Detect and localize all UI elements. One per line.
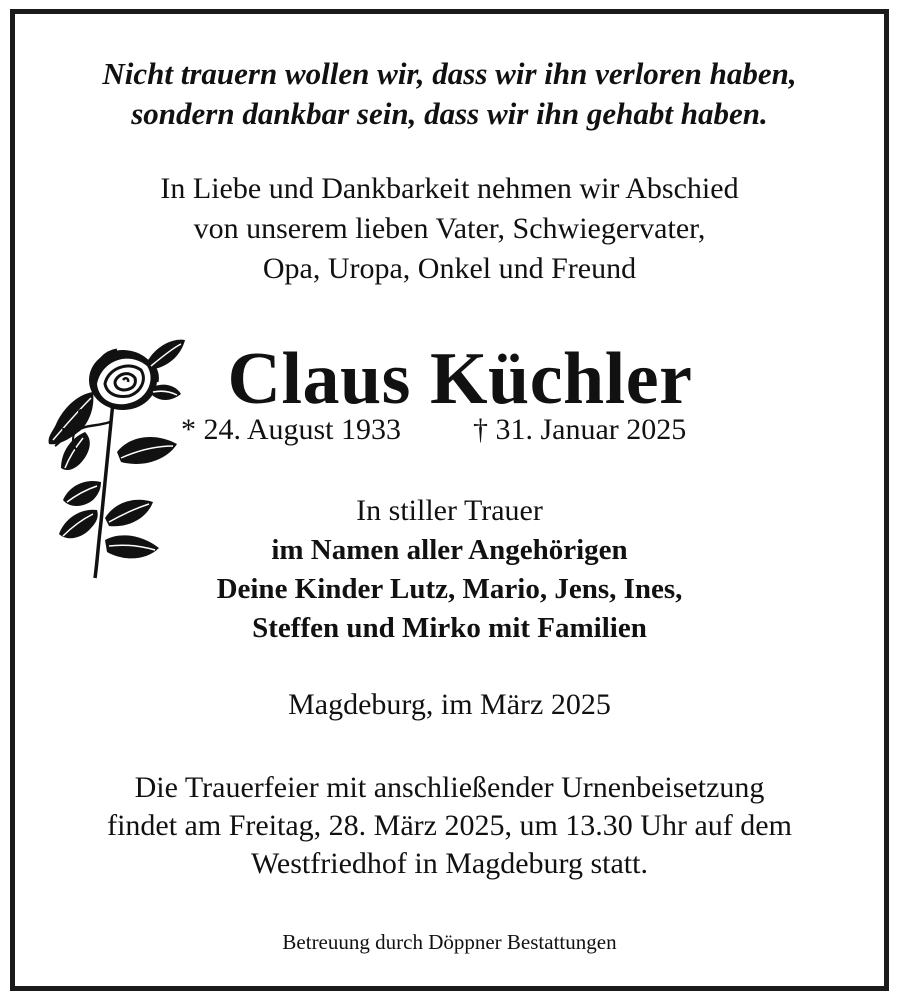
birth-date: * 24. August 1933	[181, 413, 402, 446]
undertaker-credit: Betreuung durch Döppner Bestattungen	[282, 930, 617, 954]
mourners-line-4: Steffen und Mirko mit Familien	[252, 612, 647, 644]
mourners-heading: In stiller Trauer	[356, 494, 543, 527]
ceremony-line-1: Die Trauerfeier mit anschließender Urnenbeisetzung	[134, 771, 765, 804]
ceremony-line-3: Westfriedhof in Magdeburg statt.	[251, 847, 648, 880]
death-date: † 31. Januar 2025	[473, 413, 687, 446]
ceremony-line-2: findet am Freitag, 28. März 2025, um 13.30 Uhr auf dem	[107, 809, 792, 842]
intro-line-3: Opa, Uropa, Onkel und Freund	[262, 252, 637, 285]
motto-line-2: sondern dankbar sein, dass wir ihn gehabt haben.	[131, 96, 768, 131]
intro-line-1: In Liebe und Dankbarkeit nehmen wir Abschied	[160, 172, 739, 205]
mourners-line-3: Deine Kinder Lutz, Mario, Jens, Ines,	[216, 573, 683, 605]
deceased-name: Claus Küchler	[227, 338, 693, 420]
mourners-line-2: im Namen aller Angehörigen	[271, 534, 628, 566]
intro-line-2: von unserem lieben Vater, Schwiegervater,	[193, 212, 706, 245]
place-date: Magdeburg, im März 2025	[288, 688, 611, 721]
motto-line-1: Nicht trauern wollen wir, dass wir ihn verloren haben,	[102, 56, 797, 91]
obituary-notice	[10, 9, 889, 991]
